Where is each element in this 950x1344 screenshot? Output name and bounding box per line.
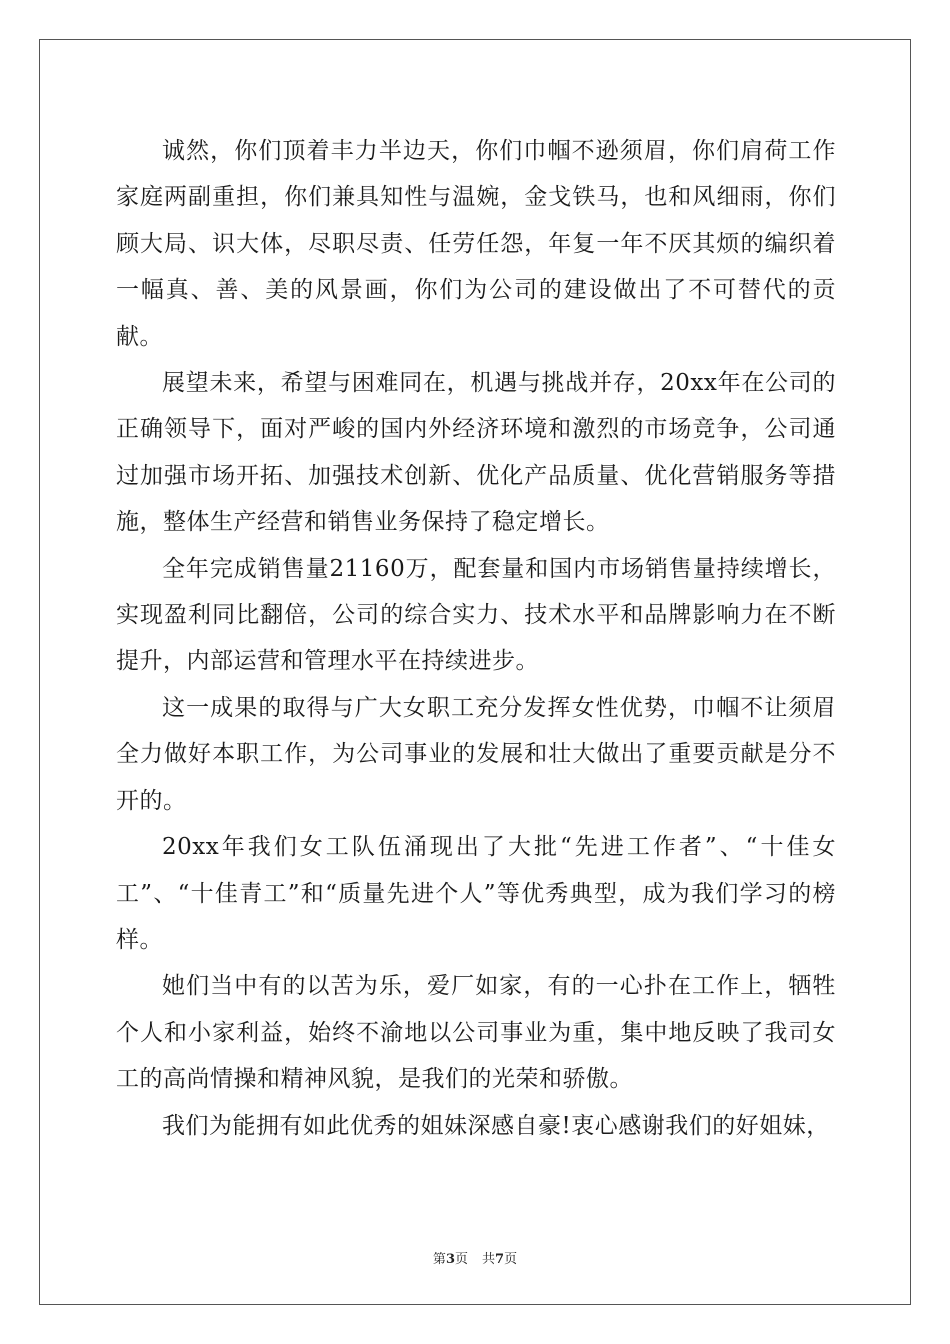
page-suffix: 页: [454, 1252, 468, 1267]
total-pages: 7: [495, 1252, 505, 1267]
paragraph-4: 这一成果的取得与广大女职工充分发挥女性优势，巾帼不让须眉全力做好本职工作，为公司事业的发展和壮大做出了重要贡献是分不开的。: [116, 694, 836, 814]
paragraph-6: 她们当中有的以苦为乐，爱厂如家，有的一心扑在工作上，牺牲个人和小家利益，始终不渝地以公司事业为重，集中地反映了我司女工的高尚情操和精神风貌，是我们的光荣和骄傲。: [116, 973, 836, 1093]
page-footer: [0, 1248, 950, 1267]
paragraph-2: 展望未来，希望与困难同在，机遇与挑战并存，20xx年在公司的正确领导下，面对严峻的国内外经济环境和激烈的市场竞争，公司通过加强市场开拓、加强技术创新、优化产品质量、优化营销服务等措施，整体生产经营和销售业务保持了稳定增长。: [116, 370, 836, 536]
total-suffix: 页: [504, 1252, 518, 1267]
paragraph-7: 我们为能拥有如此优秀的姐妹深感自豪!衷心感谢我们的好姐妹，: [162, 1112, 830, 1139]
paragraph-5: 20xx年我们女工队伍涌现出了大批“先进工作者”、“十佳女工”、“十佳青工”和“质量先进个人”等优秀典型，成为我们学习的榜样。: [116, 834, 836, 953]
document-body: [116, 128, 836, 1149]
page-prefix: 第: [432, 1252, 446, 1267]
paragraph-3: 全年完成销售量21160万，配套量和国内市场销售量持续增长，实现盈利同比翻倍，公司的综合实力、技术水平和品牌影响力在不断提升，内部运营和管理水平在持续进步。: [116, 555, 836, 675]
paragraph-1: 诚然，你们顶着丰力半边天，你们巾帼不逊须眉，你们肩荷工作家庭两副重担，你们兼具知性与温婉，金戈铁马，也和风细雨，你们顾大局、识大体，尽职尽责、任劳任怨，年复一年不厌其烦的编织着一幅真、善、美的风景画，你们为公司的建设做出了不可替代的贡献。: [116, 138, 836, 350]
total-prefix: 共: [482, 1252, 496, 1267]
page-number: 3: [445, 1252, 455, 1267]
